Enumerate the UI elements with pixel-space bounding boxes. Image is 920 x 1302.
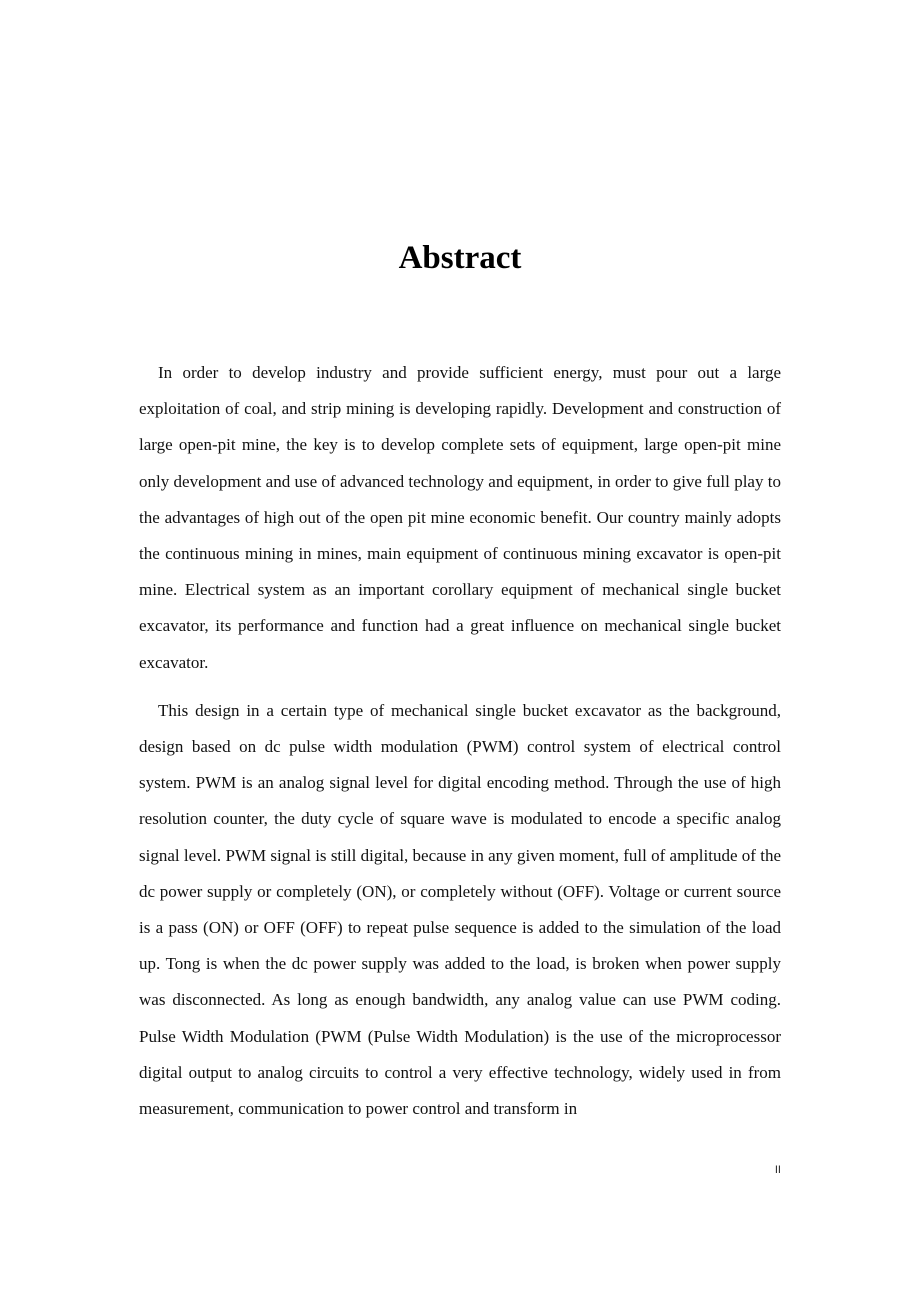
abstract-paragraph-2: This design in a certain type of mechanical single bucket excavator as the background, design based on dc pulse width modulation (PWM) control system of electrical control system. PWM is an analog signal level for digital encoding method. Through the use of high resolution counter, the duty cycle of square wave is modulated to encode a specific analog signal level. PWM signal is still digital, because in any given moment, full of amplitude of the dc power supply or completely (ON), or completely without (OFF). Voltage or current source is a pass (ON) or OFF (OFF) to repeat pulse sequence is added to the simulation of the load up. Tong is when the dc power supply was added to the load, is broken when power supply was disconnected. As long as enough bandwidth, any analog value can use PWM coding. Pulse Width Modulation (PWM (Pulse Width Modulation) is the use of the microprocessor digital output to analog circuits to control a very effective technology, widely used in from measurement, communication to power control and transform in [139, 700, 781, 1119]
page-title: Abstract [398, 240, 522, 276]
page-number: II [774, 1164, 781, 1176]
abstract-body [139, 355, 781, 1139]
abstract-paragraph-1: In order to develop industry and provide sufficient energy, must pour out a large exploitation of coal, and strip mining is developing rapidly. Development and construction of large open-pit mine, the key is to develop complete sets of equipment, large open-pit mine only development and use of advanced technology and equipment, in order to give full play to the advantages of high out of the open pit mine economic benefit. Our country mainly adopts the continuous mining in mines, main equipment of continuous mining excavator is open-pit mine. Electrical system as an important corollary equipment of mechanical single bucket excavator, its performance and function had a great influence on mechanical single bucket excavator. [139, 363, 781, 672]
